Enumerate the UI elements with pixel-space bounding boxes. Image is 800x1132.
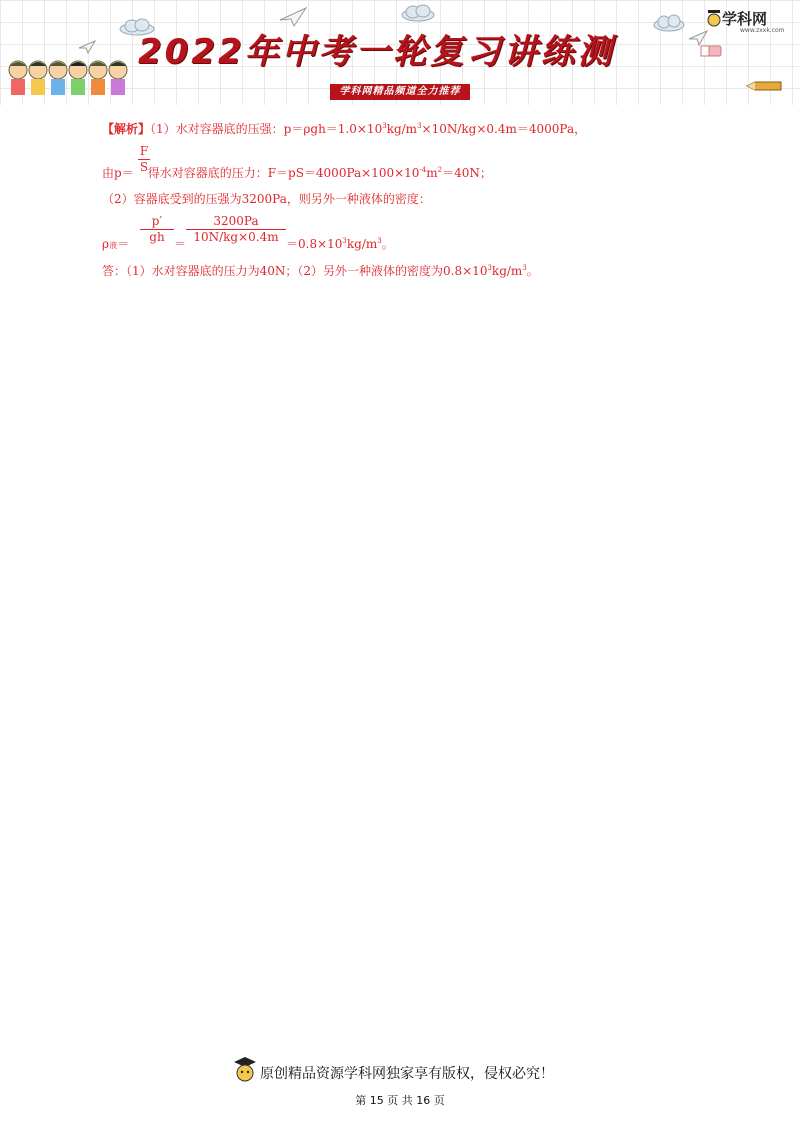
- solution-line-4: ρ液＝: [102, 237, 130, 251]
- pencil-icon: [745, 80, 785, 92]
- mascot-icon: [706, 8, 722, 28]
- paper-plane-icon: [78, 40, 96, 54]
- cloud-icon: [652, 14, 686, 32]
- answer-line: 答：（1）水对容器底的压力为40N；（2）另外一种液体的密度为$0.8\times 10^3kg/m^3$。: [102, 264, 539, 278]
- banner-subtitle: 学科网精品频道全力推荐: [330, 84, 470, 100]
- solution-line-2: 由p＝ 得水对容器底的压力：$F=pS=4000Pa\times 100\times 10^{-4}m^2=40N$；: [102, 166, 492, 180]
- cloud-icon: [400, 4, 436, 22]
- mascot-icon: [232, 1056, 258, 1084]
- density-result: $=0.8\times 10^3kg/m^3$。: [286, 237, 394, 251]
- site-logo[interactable]: 学科网: [722, 10, 768, 28]
- fraction-p-over-gh: p′ gh: [140, 214, 174, 245]
- copyright-notice: 原创精品资源学科网独家享有版权，侵权必究！: [260, 1066, 554, 1082]
- banner-title: 2022年中考一轮复习讲练测: [138, 32, 615, 72]
- fraction-values: 3200Pa 10N/kg×0.4m: [186, 214, 286, 245]
- site-url: www.zxxk.com: [740, 27, 785, 34]
- page-number: 第 15 页 共 16 页: [355, 1094, 445, 1107]
- header-banner: [0, 0, 800, 105]
- children-illustration: [6, 58, 136, 102]
- eraser-icon: [700, 44, 722, 58]
- fraction-f-over-s: F S: [139, 144, 149, 174]
- solution-line-3: （2）容器底受到的压强为3200Pa，则另外一种液体的密度：: [102, 192, 431, 206]
- solution-line-1: 【解析】（1）水对容器底的压强：$p=\rho gh=1.0\times 10^3kg/m^3\times 10N/kg\times 0.4m=4000Pa$，: [102, 122, 587, 136]
- solution-tag: 【解析】: [102, 122, 151, 136]
